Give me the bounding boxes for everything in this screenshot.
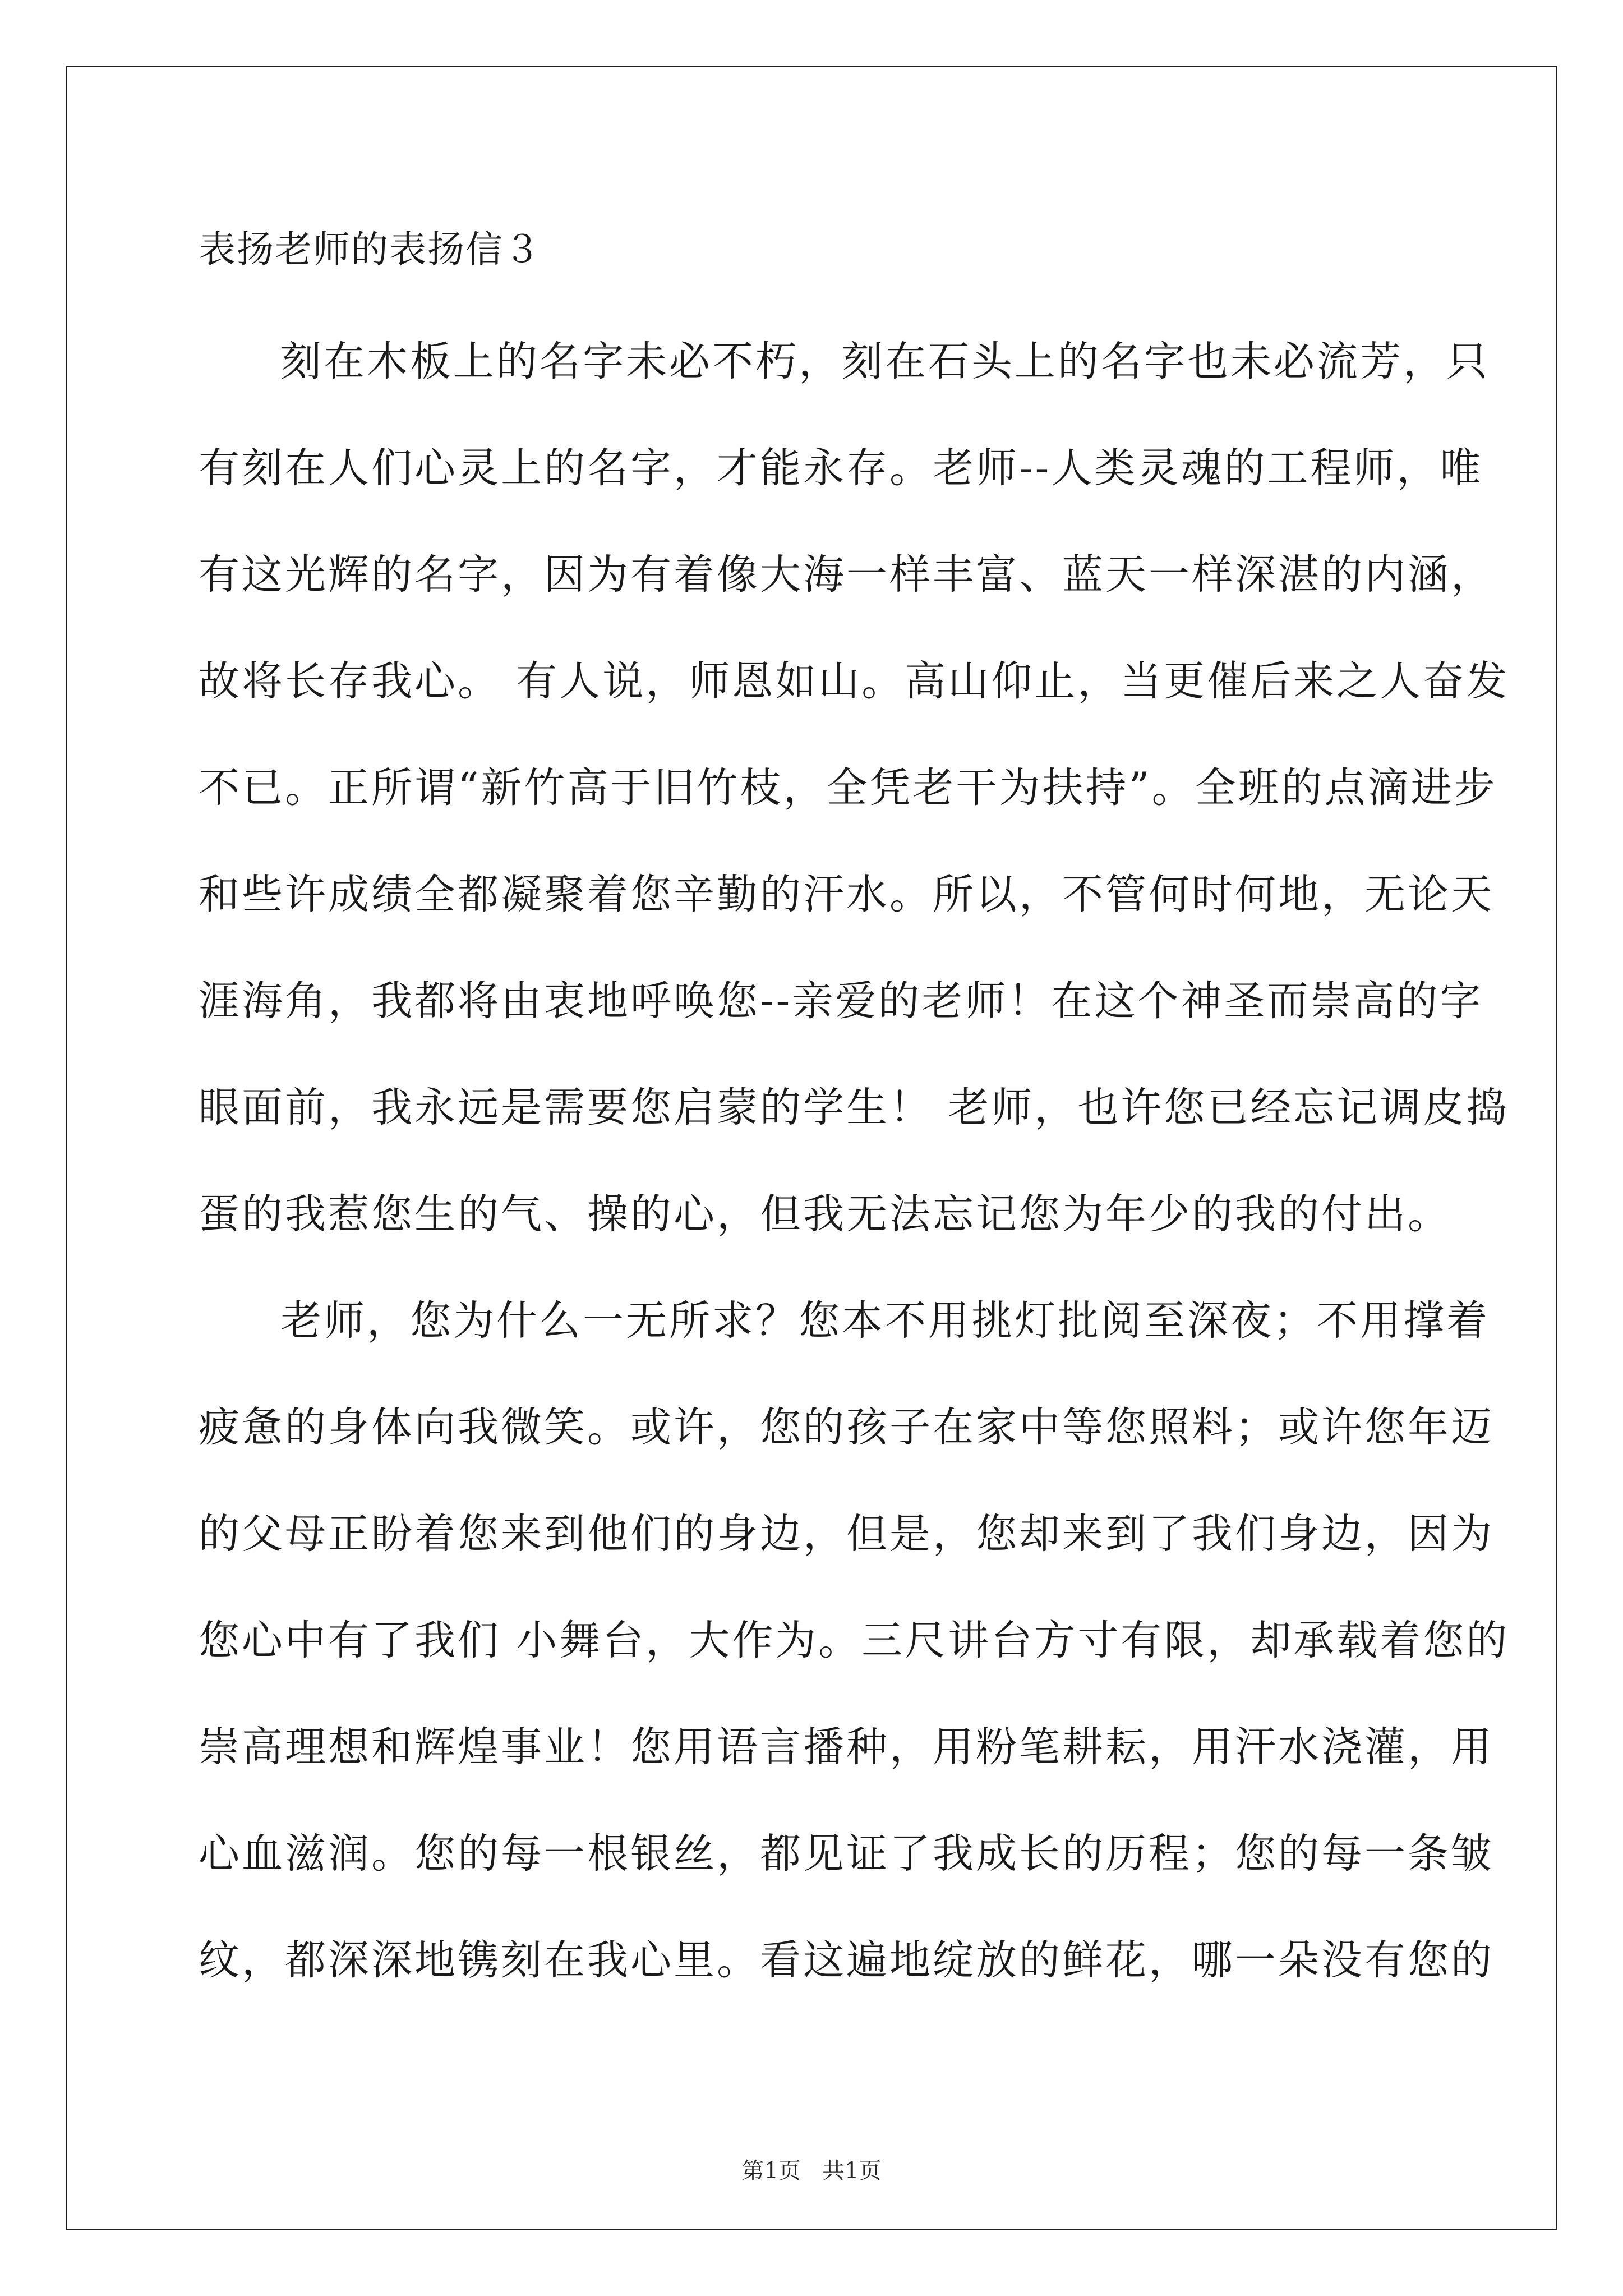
page-number-footer: 第1页 共1页 — [741, 2158, 882, 2184]
paragraph-2 — [199, 1268, 1510, 2014]
paragraph-1-line: 和些许成绩全都凝聚着您辛勤的汗水。所以，不管何时何地，无论天 — [199, 871, 1494, 918]
paragraph-1-line: 故将长存我心。 有人说，师恩如山。高山仰止，当更催后来之人奋发 — [199, 657, 1510, 705]
paragraph-2-line: 老师，您为什么一无所求？您本不用挑灯批阅至深夜；不用撑着 — [280, 1297, 1490, 1345]
paragraph-1-line: 不已。正所谓“新竹高于旧竹枝，全凭老干为扶持”。全班的点滴进步 — [199, 764, 1497, 812]
paragraph-1 — [199, 309, 1510, 1268]
paragraph-2-line: 疲惫的身体向我微笑。或许，您的孩子在家中等您照料；或许您年迈 — [199, 1404, 1494, 1451]
paragraph-2-line: 崇高理想和辉煌事业！您用语言播种，用粉笔耕耘，用汗水浇灌，用 — [199, 1723, 1494, 1771]
paragraph-1-line: 涯海角，我都将由衷地呼唤您--亲爱的老师！在这个神圣而崇高的字 — [199, 977, 1483, 1025]
paragraph-2-line: 心血滋润。您的每一根银丝，都见证了我成长的历程；您的每一条皱 — [199, 1830, 1494, 1878]
paragraph-1-line: 蛋的我惹您生的气、操的心，但我无法忘记您为年少的我的付出。 — [199, 1190, 1451, 1238]
paragraph-2-line: 纹，都深深地镌刻在我心里。看这遍地绽放的鲜花，哪一朵没有您的 — [199, 1936, 1494, 1984]
paragraph-2-line: 您心中有了我们 小舞台，大作为。三尺讲台方寸有限，却承载着您的 — [199, 1617, 1510, 1664]
paragraph-1-line: 眼面前，我永远是需要您启蒙的学生！ 老师，也许您已经忘记调皮捣 — [199, 1084, 1510, 1131]
paragraph-1-line: 刻在木板上的名字未必不朽，刻在石头上的名字也未必流芳，只 — [280, 338, 1490, 385]
document-title: 表扬老师的表扬信３ — [199, 228, 542, 271]
paragraph-2-line: 的父母正盼着您来到他们的身边，但是，您却来到了我们身边，因为 — [199, 1510, 1494, 1558]
paragraph-1-line: 有这光辉的名字，因为有着像大海一样丰富、蓝天一样深湛的内涵， — [199, 551, 1494, 599]
paragraph-1-line: 有刻在人们心灵上的名字，才能永存。老师--人类灵魂的工程师，唯 — [199, 444, 1483, 492]
